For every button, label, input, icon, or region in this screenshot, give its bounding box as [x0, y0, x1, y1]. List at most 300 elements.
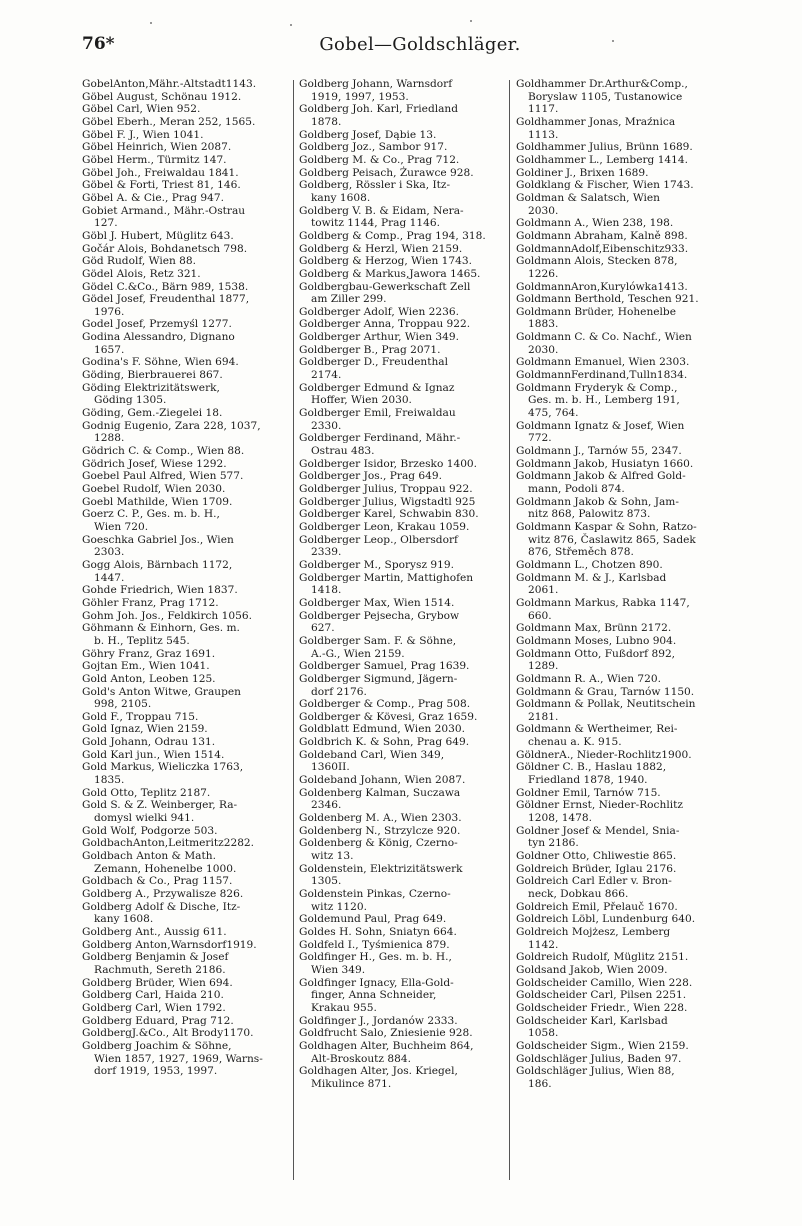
entry-line: Goldberger Isidor, Brzesko 1400.: [299, 457, 478, 470]
entry-line: Goldfeld I., Tyśmienica 879.: [299, 938, 450, 951]
entry-continuation-line: Ges. m. b. H., Lemberg 191,: [528, 394, 680, 407]
entry-continuation-line: Zemann, Hohenelbe 1000.: [94, 862, 237, 875]
entry-line: Goldmann Fryderyk & Comp.,: [516, 381, 678, 394]
entry-line: Göbel A. & Cie., Prag 947.: [82, 191, 224, 204]
entry-continuation-line: towitz 1144, Prag 1146.: [311, 217, 440, 230]
entry-line: Goldberg Joh. Karl, Friedland: [299, 103, 459, 116]
directory-entry: [299, 407, 503, 432]
directory-entry: [516, 331, 724, 356]
entry-line: Goldberg Brüder, Wien 694.: [82, 976, 233, 989]
page-number: 76*: [82, 34, 115, 54]
entry-line: Goldberger Martin, Mattighofen: [299, 571, 474, 584]
entry-line: Goldberger Edmund & Ignaz: [299, 381, 455, 394]
entry-line: Göbel Joh., Freiwaldau 1841.: [82, 166, 239, 179]
directory-entry: [299, 749, 503, 774]
directory-entry: [82, 1040, 288, 1078]
entry-line: Goldiner J., Brixen 1689.: [516, 166, 649, 179]
entry-line: Goldberger Adolf, Wien 2236.: [299, 305, 459, 318]
entry-continuation-line: Alt-Broskoutz 884.: [311, 1052, 411, 1065]
entry-line: Goldman & Salatsch, Wien: [516, 191, 661, 204]
entry-line: Goldberger Leop., Olbersdorf: [299, 533, 458, 546]
directory-entry: [82, 192, 288, 205]
directory-entry: [82, 901, 288, 926]
directory-entry: [299, 572, 503, 597]
directory-entry: [82, 622, 288, 647]
entry-line: Goldreich Brüder, Iglau 2176.: [516, 862, 677, 875]
directory-entry: [299, 774, 503, 787]
entry-continuation-line: 1289.: [528, 660, 559, 673]
column-middle: [299, 78, 503, 1188]
directory-entry: [516, 382, 724, 420]
entry-line: Goldenstein Pinkas, Czerno-: [299, 888, 451, 900]
entry-line: Göbel Herm., Türmitz 147.: [82, 153, 227, 166]
entry-line: GoldbergJ.&Co., Alt Brody1170.: [82, 1027, 254, 1040]
directory-entry: [516, 496, 724, 521]
entry-continuation-line: 660.: [528, 609, 552, 622]
directory-entry: [299, 1027, 503, 1040]
entry-line: Goldberger D., Freudenthal: [299, 356, 448, 369]
entry-line: Goldmann & Wertheimer, Rei-: [516, 723, 678, 736]
directory-entry: [299, 521, 503, 534]
entry-line: Goldmann J., Tarnów 55, 2347.: [516, 445, 682, 458]
entry-continuation-line: nitz 868, Palowitz 873.: [528, 508, 651, 521]
entry-continuation-line: Friedland 1878, 1940.: [528, 774, 648, 787]
directory-entry: [299, 154, 503, 167]
directory-entry: [82, 749, 288, 762]
entry-line: Goldmann & Grau, Tarnów 1150.: [516, 685, 695, 698]
entry-line: Goldberg Josef, Dąbie 13.: [299, 128, 437, 141]
entry-line: Goldschläger Julius, Baden 97.: [516, 1052, 682, 1065]
entry-line: Goldschläger Julius, Wien 88,: [516, 1065, 675, 1078]
directory-entry: [82, 116, 288, 129]
directory-entry: [516, 622, 724, 635]
entry-line: Goldhammer Dr.Arthur&Comp.,: [516, 78, 688, 90]
entry-line: Gold Markus, Wieliczka 1763,: [82, 761, 244, 774]
directory-entry: [516, 825, 724, 850]
entry-line: Goldmann Moses, Lubno 904.: [516, 634, 677, 647]
entry-continuation-line: 1976.: [94, 305, 125, 318]
entry-continuation-line: Göding 1305.: [94, 394, 167, 407]
page-header: [78, 30, 762, 60]
entry-line: Göbel Heinrich, Wien 2087.: [82, 141, 232, 154]
directory-entry: [82, 496, 288, 509]
directory-entry: [299, 458, 503, 471]
entry-line: Goldes H. Sohn, Sniatyn 664.: [299, 925, 457, 938]
entry-line: Godina Alessandro, Dignano: [82, 331, 235, 344]
directory-entry: [82, 508, 288, 533]
entry-line: Goldmann Max, Brünn 2172.: [516, 622, 672, 635]
directory-entry: [299, 736, 503, 749]
entry-line: Goldreich Rudolf, Müglitz 2151.: [516, 951, 689, 964]
column-divider: [293, 80, 294, 1180]
entry-line: Goldmann Jakob & Alfred Gold-: [516, 470, 686, 483]
entry-line: Godina's F. Söhne, Wien 694.: [82, 356, 239, 369]
directory-entry: [82, 331, 288, 356]
entry-line: Gobiet Armand., Mähr.-Ostrau: [82, 204, 246, 217]
directory-entry: [82, 951, 288, 976]
entry-line: Goeschka Gabriel Jos., Wien: [82, 533, 234, 546]
entry-continuation-line: 772.: [528, 432, 552, 445]
entry-line: Göbel August, Schönau 1912.: [82, 90, 242, 103]
directory-entry: [516, 850, 724, 863]
entry-line: Goldbergbau-Gewerkschaft Zell: [299, 280, 471, 293]
directory-entry: [299, 78, 503, 103]
entry-continuation-line: 1360II.: [311, 761, 350, 774]
entry-continuation-line: Krakau 955.: [311, 1001, 377, 1014]
directory-entry: [82, 255, 288, 268]
entry-continuation-line: 2061.: [528, 584, 559, 597]
entry-line: Goldberg V. B. & Eidam, Nera-: [299, 204, 464, 217]
entry-line: Goldmann C. & Co. Nachf., Wien: [516, 331, 692, 344]
entry-line: Goldner Emil, Tarnów 715.: [516, 786, 661, 799]
entry-line: GoldmannAdolf,Eibenschitz933.: [516, 242, 689, 255]
directory-entry: [299, 825, 503, 838]
directory-entry: [299, 951, 503, 976]
directory-entry: [82, 825, 288, 838]
entry-continuation-line: kany 1608.: [311, 191, 371, 204]
entry-continuation-line: 876, Střeměch 878.: [528, 546, 634, 559]
entry-line: Goldberg Peisach, Żurawce 928.: [299, 166, 474, 179]
directory-entry: [82, 799, 288, 824]
entry-line: Goldberg Joachim & Söhne,: [82, 1039, 232, 1052]
entry-line: Godel Josef, Przemyśl 1277.: [82, 318, 232, 331]
entry-line: Gojtan Em., Wien 1041.: [82, 660, 210, 673]
entry-continuation-line: 2339.: [311, 546, 342, 559]
entry-continuation-line: A.-G., Wien 2159.: [311, 647, 405, 660]
entry-line: Göhmann & Einhorn, Ges. m.: [82, 622, 240, 635]
entry-line: Goldhammer Julius, Brünn 1689.: [516, 141, 693, 154]
entry-line: Göd Rudolf, Wien 88.: [82, 255, 197, 268]
directory-entry: [299, 812, 503, 825]
directory-entry: [516, 1040, 724, 1053]
entry-line: Goldberg Benjamin & Josef: [82, 951, 229, 964]
entry-line: Goldberg Joz., Sambor 917.: [299, 141, 448, 154]
directory-entry: [299, 635, 503, 660]
entry-line: Göldner Ernst, Nieder-Rochlitz: [516, 799, 683, 812]
entry-line: Goldenberg N., Strzylcze 920.: [299, 824, 461, 837]
entry-line: Göbl J. Hubert, Müglitz 643.: [82, 229, 234, 242]
directory-entry: [299, 382, 503, 407]
directory-entry: [299, 356, 503, 381]
entry-line: Goldberger Pejsecha, Grybow: [299, 609, 460, 622]
directory-entry: [516, 863, 724, 876]
directory-entry: [82, 1015, 288, 1028]
entry-continuation-line: Rachmuth, Sereth 2186.: [94, 963, 226, 976]
entry-line: Goldmann L., Chotzen 890.: [516, 558, 663, 571]
directory-entry: [82, 761, 288, 786]
directory-entry: [82, 420, 288, 445]
directory-entry: [516, 926, 724, 951]
directory-entry: [82, 787, 288, 800]
directory-entry: [82, 268, 288, 281]
entry-line: Goldberger Max, Wien 1514.: [299, 596, 455, 609]
entry-continuation-line: witz 876, Časlawitz 865, Sadek: [528, 533, 696, 546]
directory-entry: [82, 167, 288, 180]
directory-entry: [82, 129, 288, 142]
directory-entry: [299, 470, 503, 483]
entry-line: Goldberger Sigmund, Jägern-: [299, 672, 458, 685]
entry-continuation-line: 998, 2105.: [94, 698, 152, 711]
directory-entry: [299, 179, 503, 204]
directory-entry: [82, 318, 288, 331]
directory-entry: [82, 673, 288, 686]
directory-entry: [299, 129, 503, 142]
entry-continuation-line: neck, Dobkau 866.: [528, 888, 629, 900]
entry-line: Goerz C. P., Ges. m. b. H.,: [82, 508, 220, 521]
directory-entry: [82, 989, 288, 1002]
directory-entry: [82, 850, 288, 875]
entry-line: Goldscheider Friedr., Wien 228.: [516, 1001, 688, 1014]
directory-entry: [516, 572, 724, 597]
entry-continuation-line: 1878.: [311, 115, 342, 128]
directory-entry: [516, 141, 724, 154]
entry-continuation-line: 186.: [528, 1077, 552, 1090]
directory-entry: [516, 281, 724, 294]
entry-continuation-line: 1142.: [528, 938, 559, 951]
directory-entry: [299, 977, 503, 1015]
entry-line: Goldbach Anton & Math.: [82, 850, 216, 863]
entry-line: Goldeband Johann, Wien 2087.: [299, 774, 466, 787]
entry-continuation-line: kany 1608.: [94, 913, 154, 926]
directory-entry: [82, 103, 288, 116]
entry-continuation-line: 2030.: [528, 204, 559, 217]
directory-entry: [516, 243, 724, 256]
directory-entry: [516, 698, 724, 723]
entry-line: Goldscheider Camillo, Wien 228.: [516, 976, 693, 989]
directory-entry: [516, 1015, 724, 1040]
directory-entry: [299, 888, 503, 913]
directory-entry: [516, 445, 724, 458]
directory-entry: [516, 293, 724, 306]
directory-entry: [82, 875, 288, 888]
entry-line: GöldnerA., Nieder-Rochlitz1900.: [516, 748, 692, 761]
entry-line: Goldberger Sam. F. & Söhne,: [299, 634, 457, 647]
entry-line: Goldmann Markus, Rabka 1147,: [516, 596, 690, 609]
directory-entry: [82, 445, 288, 458]
entry-line: Göding, Gem.-Ziegelei 18.: [82, 407, 223, 420]
entry-line: Goldberg Adolf & Dische, Itz-: [82, 900, 241, 913]
directory-entry: [82, 356, 288, 369]
entry-line: Goldenberg M. A., Wien 2303.: [299, 812, 462, 825]
entry-line: Gold Karl jun., Wien 1514.: [82, 748, 225, 761]
entry-line: Goldfrucht Salo, Zniesienie 928.: [299, 1027, 473, 1040]
entry-continuation-line: chenau a. K. 915.: [528, 736, 622, 749]
entry-continuation-line: Boryslaw 1105, Tustanowice: [528, 90, 683, 103]
entry-line: Goldberger & Comp., Prag 508.: [299, 698, 471, 711]
entry-continuation-line: 1835.: [94, 774, 125, 787]
entry-line: Goldberg A., Przywalisze 826.: [82, 888, 244, 900]
directory-entry: [82, 888, 288, 901]
entry-line: Goldhammer Jonas, Mraźnica: [516, 115, 676, 128]
entry-continuation-line: 2330.: [311, 419, 342, 432]
directory-entry: [516, 167, 724, 180]
entry-line: Goldenstein, Elektrizitätswerk: [299, 862, 463, 875]
entry-line: Göbel Carl, Wien 952.: [82, 103, 201, 116]
entry-line: Gödel C.&Co., Bärn 989, 1538.: [82, 280, 249, 293]
entry-continuation-line: 127.: [94, 217, 118, 230]
entry-continuation-line: 2303.: [94, 546, 125, 559]
directory-entry: [516, 369, 724, 382]
entry-line: GoldmannFerdinand,Tulln1834.: [516, 369, 688, 382]
directory-entry: [516, 723, 724, 748]
entry-line: Goldner Otto, Chliwestie 865.: [516, 850, 677, 863]
directory-entry: [299, 698, 503, 711]
entry-continuation-line: Wien 1857, 1927, 1969, Warns-: [94, 1052, 263, 1065]
entry-line: Goldner Josef & Mendel, Snia-: [516, 824, 680, 837]
entry-line: Goldberger Julius, Troppau 922.: [299, 483, 473, 495]
entry-line: Göhler Franz, Prag 1712.: [82, 596, 219, 609]
entry-continuation-line: tyn 2186.: [528, 837, 579, 850]
entry-continuation-line: Ostrau 483.: [311, 445, 375, 458]
entry-line: Göbel & Forti, Triest 81, 146.: [82, 179, 241, 192]
entry-line: Goldberg Anton,Warnsdorf1919.: [82, 938, 257, 951]
entry-line: Gold Johann, Odrau 131.: [82, 736, 216, 749]
entry-continuation-line: Wien 349.: [311, 963, 366, 976]
directory-entry: [82, 154, 288, 167]
entry-line: Gold Ignaz, Wien 2159.: [82, 723, 208, 736]
directory-entry: [299, 141, 503, 154]
entry-line: Goldfinger H., Ges. m. b. H.,: [299, 951, 452, 964]
entry-continuation-line: 1447.: [94, 571, 125, 584]
entry-line: Goldsand Jakob, Wien 2009.: [516, 963, 668, 976]
entry-line: Göbel Eberh., Meran 252, 1565.: [82, 115, 256, 128]
entry-continuation-line: am Ziller 299.: [311, 293, 387, 306]
directory-entry: [299, 723, 503, 736]
entry-line: Goebel Paul Alfred, Wien 577.: [82, 470, 244, 483]
entry-line: Goldeband Carl, Wien 349,: [299, 748, 445, 761]
entry-line: Göhry Franz, Graz 1691.: [82, 647, 216, 660]
entry-continuation-line: 475, 764.: [528, 407, 579, 420]
directory-entry: [82, 407, 288, 420]
directory-entry: [299, 318, 503, 331]
entry-line: Gold Wolf, Podgorze 503.: [82, 824, 218, 837]
entry-line: Goldscheider Sigm., Wien 2159.: [516, 1039, 689, 1052]
directory-entry: [516, 217, 724, 230]
page-title: Gobel—Goldschläger.: [319, 34, 521, 55]
entry-line: Goldberger & Kövesi, Graz 1659.: [299, 710, 478, 723]
directory-entry: [82, 939, 288, 952]
entry-line: Göldner C. B., Haslau 1882,: [516, 761, 667, 774]
entry-continuation-line: 1113.: [528, 128, 559, 141]
entry-line: Goldmann Emanuel, Wien 2303.: [516, 356, 690, 369]
directory-entry: [516, 420, 724, 445]
directory-entry: [82, 78, 288, 91]
entry-line: Goldmann Otto, Fußdorf 892,: [516, 647, 676, 660]
entry-line: Goldfinger J., Jordanów 2333.: [299, 1014, 458, 1027]
entry-line: GoldmannAron,Kurylówka1413.: [516, 280, 688, 293]
entry-continuation-line: 1919, 1997, 1953.: [311, 90, 409, 103]
entry-line: Goldberger B., Prag 2071.: [299, 343, 441, 356]
directory-entry: [516, 78, 724, 116]
entry-line: Gočár Alois, Bohdanetsch 798.: [82, 242, 248, 255]
entry-line: Goldmann R. A., Wien 720.: [516, 672, 661, 685]
entry-line: Goldhagen Alter, Jos. Kriegel,: [299, 1065, 458, 1078]
entry-line: Goldmann Brüder, Hohenelbe: [516, 305, 676, 318]
entry-line: Goebel Rudolf, Wien 2030.: [82, 483, 226, 495]
entry-line: Goldbrich K. & Sohn, Prag 649.: [299, 736, 470, 749]
directory-entry: [516, 749, 724, 762]
entry-line: Goldmann & Pollak, Neutitschein: [516, 698, 696, 711]
directory-entry: [516, 306, 724, 331]
entry-line: Goldberger Ferdinand, Mähr.-: [299, 432, 461, 445]
entry-line: Goldreich Emil, Přelauč 1670.: [516, 900, 678, 913]
column-right: [516, 78, 724, 1188]
directory-entry: [82, 559, 288, 584]
entry-line: Gold's Anton Witwe, Graupen: [82, 685, 241, 698]
directory-entry: [299, 559, 503, 572]
entry-line: Gödrich Josef, Wiese 1292.: [82, 457, 227, 470]
entry-continuation-line: dorf 1919, 1953, 1997.: [94, 1065, 218, 1078]
entry-line: Göding, Bierbrauerei 867.: [82, 369, 223, 382]
entry-continuation-line: 1288.: [94, 432, 125, 445]
entry-line: Goldberg, Rössler i Ska, Itz-: [299, 179, 451, 192]
entry-line: Goldberg & Markus,Jaworа 1465.: [299, 267, 481, 280]
entry-line: Goldscheider Carl, Pilsen 2251.: [516, 989, 687, 1002]
directory-entry: [299, 1040, 503, 1065]
directory-entry: [299, 281, 503, 306]
entry-line: Godnig Eugenio, Zara 228, 1037,: [82, 419, 261, 432]
directory-entry: [516, 597, 724, 622]
entry-line: Goldmann M. & J., Karlsbad: [516, 571, 667, 584]
directory-entry: [299, 1015, 503, 1028]
directory-entry: [82, 610, 288, 623]
entry-line: Goldmann Kaspar & Sohn, Ratzo-: [516, 520, 697, 533]
entry-line: Gold Anton, Leoben 125.: [82, 672, 216, 685]
directory-entry: [516, 1053, 724, 1066]
directory-entry: [516, 116, 724, 141]
directory-entry: [82, 141, 288, 154]
entry-continuation-line: 1226.: [528, 267, 559, 280]
entry-line: Goldemund Paul, Prag 649.: [299, 913, 447, 926]
directory-entry: [82, 281, 288, 294]
entry-continuation-line: witz 13.: [311, 850, 354, 863]
directory-entry: [516, 1065, 724, 1090]
directory-entry: [516, 977, 724, 990]
column-divider: [509, 80, 510, 1180]
entry-line: Goldberg & Comp., Prag 194, 318.: [299, 229, 486, 242]
entry-line: Gödel Josef, Freudenthal 1877,: [82, 293, 250, 306]
entry-line: Goldreich Carl Edler v. Bron-: [516, 875, 672, 888]
entry-line: Goldberger Jos., Prag 649.: [299, 470, 443, 483]
entry-line: Goldenberg Kalman, Suczawa: [299, 786, 461, 799]
directory-entry: [299, 230, 503, 243]
directory-entry: [516, 356, 724, 369]
entry-line: Goldmann Jakob, Husiatyn 1660.: [516, 457, 694, 470]
directory-entry: [82, 382, 288, 407]
directory-entry: [299, 496, 503, 509]
entry-line: Goldberger Emil, Freiwaldau: [299, 407, 456, 420]
directory-entry: [82, 483, 288, 496]
directory-entry: [516, 255, 724, 280]
entry-continuation-line: 2346.: [311, 799, 342, 812]
entry-continuation-line: 2030.: [528, 343, 559, 356]
directory-entry: [82, 1027, 288, 1040]
entry-line: Goldberger Arthur, Wien 349.: [299, 331, 459, 344]
directory-entry: [82, 205, 288, 230]
directory-entry: [82, 648, 288, 661]
directory-entry: [299, 205, 503, 230]
directory-entry: [516, 635, 724, 648]
directory-entry: [516, 799, 724, 824]
entry-line: Goldberg Johann, Warnsdorf: [299, 78, 453, 90]
directory-entry: [82, 723, 288, 736]
directory-entry: [82, 711, 288, 724]
entry-line: Gohde Friedrich, Wien 1837.: [82, 584, 238, 597]
entry-continuation-line: domysl wielki 941.: [94, 812, 195, 825]
directory-entry: [82, 230, 288, 243]
entry-line: Goldfinger Ignacy, Ella-Gold-: [299, 976, 454, 989]
directory-entry: [82, 534, 288, 559]
